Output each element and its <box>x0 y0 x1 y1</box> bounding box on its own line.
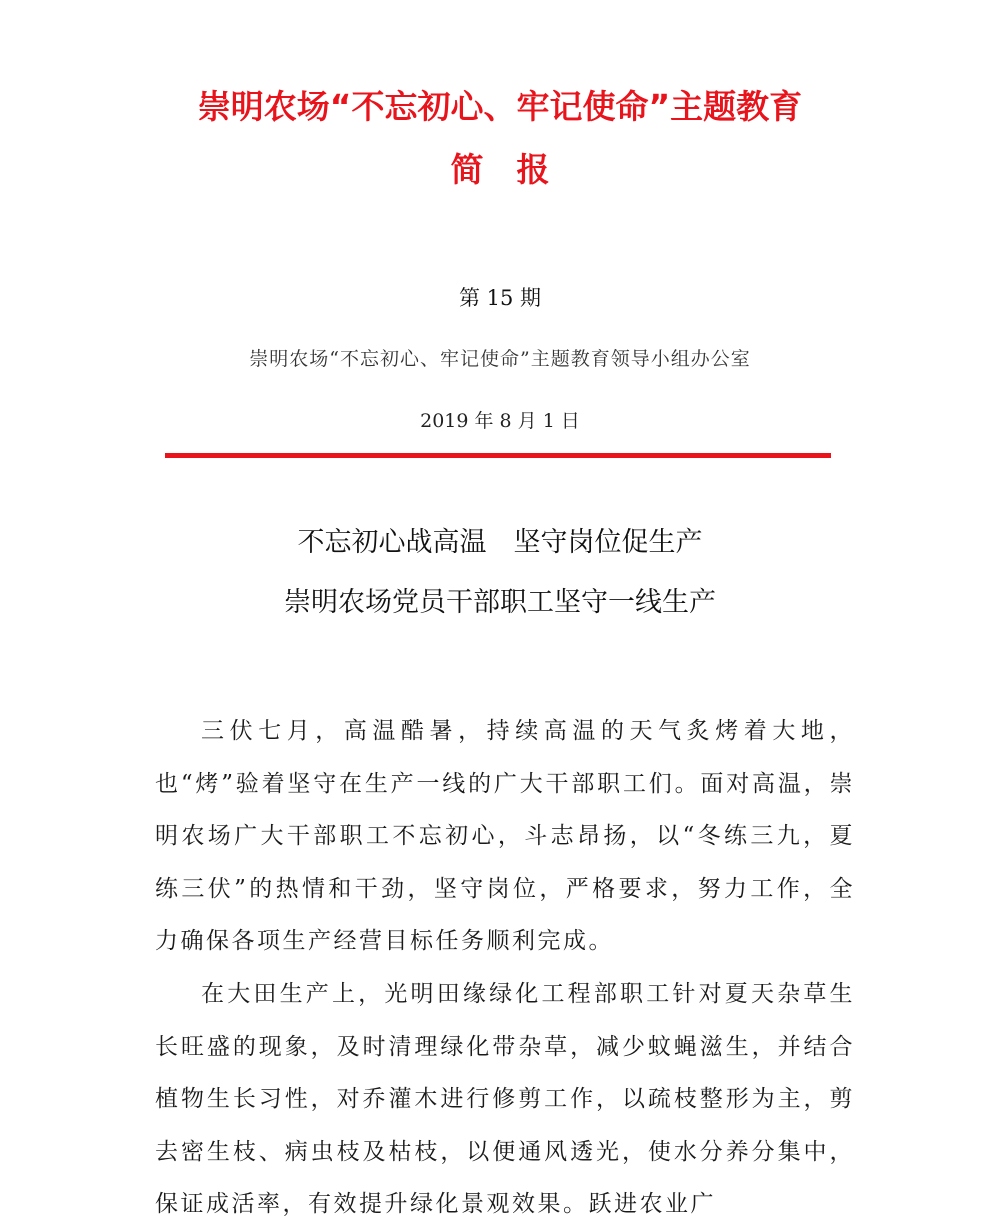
article-body <box>155 705 855 1222</box>
masthead-subtitle: 简 报 <box>450 150 550 189</box>
issue-number: 第 15 期 <box>458 286 542 310</box>
red-divider <box>165 453 831 458</box>
masthead-title: 崇明农场“不忘初心、牢记使命”主题教育 <box>197 87 803 126</box>
issuing-office: 崇明农场“不忘初心、牢记使命”主题教育领导小组办公室 <box>249 348 751 370</box>
paragraph: 在大田生产上，光明田缘绿化工程部职工针对夏天杂草生长旺盛的现象，及时清理绿化带杂草，减少蚊蝇滋生，并结合植物生长习性，对乔灌木进行修剪工作，以疏枝整形为主，剪去密生枝、病虫枝及枯枝，以便通风透光，使水分养分集中，保证成活率，有效提升绿化景观效果。跃进农业广 <box>155 980 855 1218</box>
paragraph: 三伏七月，高温酷暑，持续高温的天气炙烤着大地，也“烤”验着坚守在生产一线的广大干部职工们。面对高温，崇明农场广大干部职工不忘初心，斗志昂扬，以“冬练三九，夏练三伏”的热情和干劲，坚守岗位，严格要求，努力工作，全力确保各项生产经营目标任务顺利完成。 <box>155 718 855 955</box>
article-headline-line2: 崇明农场党员干部职工坚守一线生产 <box>284 587 716 618</box>
issue-date: 2019 年 8 月 1 日 <box>420 410 580 432</box>
article-headline-line1: 不忘初心战高温 坚守岗位促生产 <box>297 527 703 558</box>
